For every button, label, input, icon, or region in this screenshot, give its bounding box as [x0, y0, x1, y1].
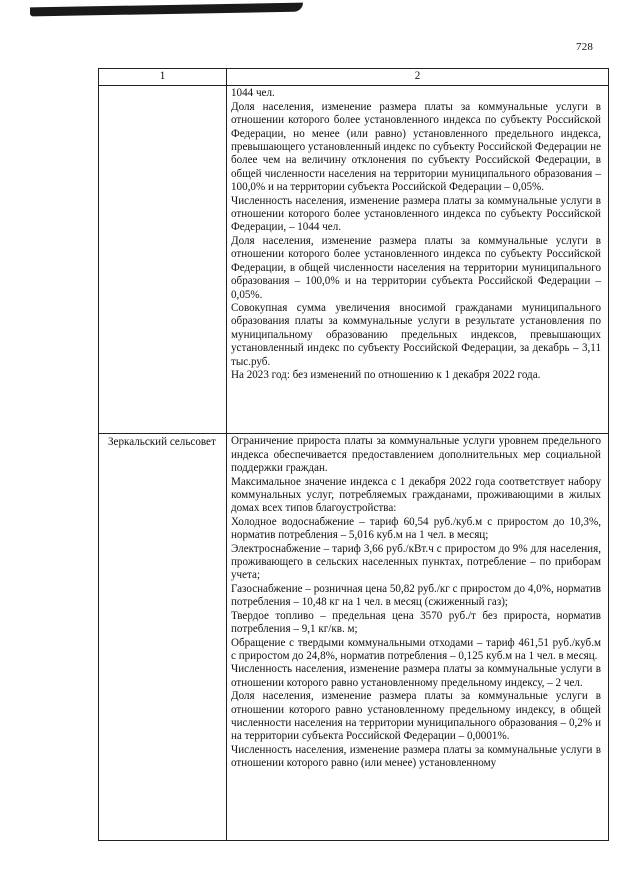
paragraph: Доля населения, изменение размера платы за коммунальные услуги в отношении которого более установленного индекса по субъекту Российской Федерации, но менее (или равно) установленного предельного индекса, превышающего установленный индекс по субъекту Российской Федерации не более чем на величину отклонения по субъекту Российской Федерации, в общей численности населения на территории муниципального образования – 100,0% и на территории субъекта Российской Федерации – 0,05%. [231, 100, 601, 194]
paragraph: Совокупная сумма увеличения вносимой гражданами муниципального образования платы за коммунальные услуги в результате установления по муниципальному образованию предельных индексов, превышающих установленный индекс по субъекту Российской Федерации, за декабрь – 3,11 тыс.руб. [231, 301, 601, 368]
paragraph: Численность населения, изменение размера платы за коммунальные услуги в отношении которого равно установленному предельному индексу, – 2 чел. [231, 663, 601, 689]
paragraph: Максимальное значение индекса с 1 декабря 2022 года соответствует набору коммунальных услуг, потребляемых гражданами, проживающими в жилых домах всех типов благоустройства: [231, 475, 601, 515]
column-header-2: 2 [227, 69, 609, 86]
paragraph: Доля населения, изменение размера платы за коммунальные услуги в отношении которого равно установленному предельному индексу, в общей численности населения на территории муниципального образования – 0,2% и на территории субъекта Российской Федерации – 0,0001%. [231, 690, 601, 743]
municipality-name-cell [99, 86, 227, 434]
table-row [99, 86, 609, 434]
page-number: 728 [576, 41, 594, 53]
paragraph: Холодное водоснабжение – тариф 60,54 руб./куб.м с приростом до 10,3%, норматив потребления – 5,016 куб.м на 1 чел. в месяц; [231, 515, 601, 542]
paragraph: Газоснабжение – розничная цена 50,82 руб./кг с приростом до 4,0%, норматив потребления – 10,48 кг на 1 чел. в месяц (сжиженный газ); [231, 582, 601, 609]
paragraph: Численность населения, изменение размера платы за коммунальные услуги в отношении которого более установленного индекса по субъекту Российской Федерации, – 1044 чел. [231, 194, 601, 234]
paragraph: Численность населения, изменение размера платы за коммунальные услуги в отношении которого равно (или менее) установленному [231, 743, 601, 770]
paragraph: Твердое топливо – предельная цена 3570 руб./т без прироста, норматив потребления – 9,1 кг/кв. м; [231, 609, 601, 636]
scan-artifact-mark [30, 3, 303, 17]
description-cell [227, 434, 609, 841]
paragraph: На 2023 год: без изменений по отношению к 1 декабря 2022 года. [231, 368, 541, 381]
paragraph: 1044 чел. [231, 87, 275, 100]
document-table [98, 68, 609, 841]
paragraph: Обращение с твердыми коммунальными отходами – тариф 461,51 руб./куб.м с приростом до 24,8%, норматив потребления – 0,125 куб.м на 1 чел. в месяц. [231, 636, 601, 662]
table-header-row [99, 69, 609, 86]
paragraph: Доля населения, изменение размера платы за коммунальные услуги в отношении которого более установленного индекса по субъекту Российской Федерации, в общей численности населения на территории муниципального образования – 100,0% и на территории субъекта Российской Федерации – 0,05%. [231, 234, 601, 301]
table-row [99, 434, 609, 841]
paragraph: Электроснабжение – тариф 3,66 руб./кВт.ч с приростом до 9% для населения, проживающего в сельских населенных пунктах, потребление – по приборам учета; [231, 542, 601, 582]
municipality-name-cell: Зеркальский сельсовет [99, 434, 227, 841]
paragraph: Ограничение прироста платы за коммунальные услуги уровнем предельного индекса обеспечивается предоставлением дополнительных мер социальной поддержки граждан. [231, 435, 601, 475]
description-cell [227, 86, 609, 434]
column-header-1: 1 [99, 69, 227, 86]
